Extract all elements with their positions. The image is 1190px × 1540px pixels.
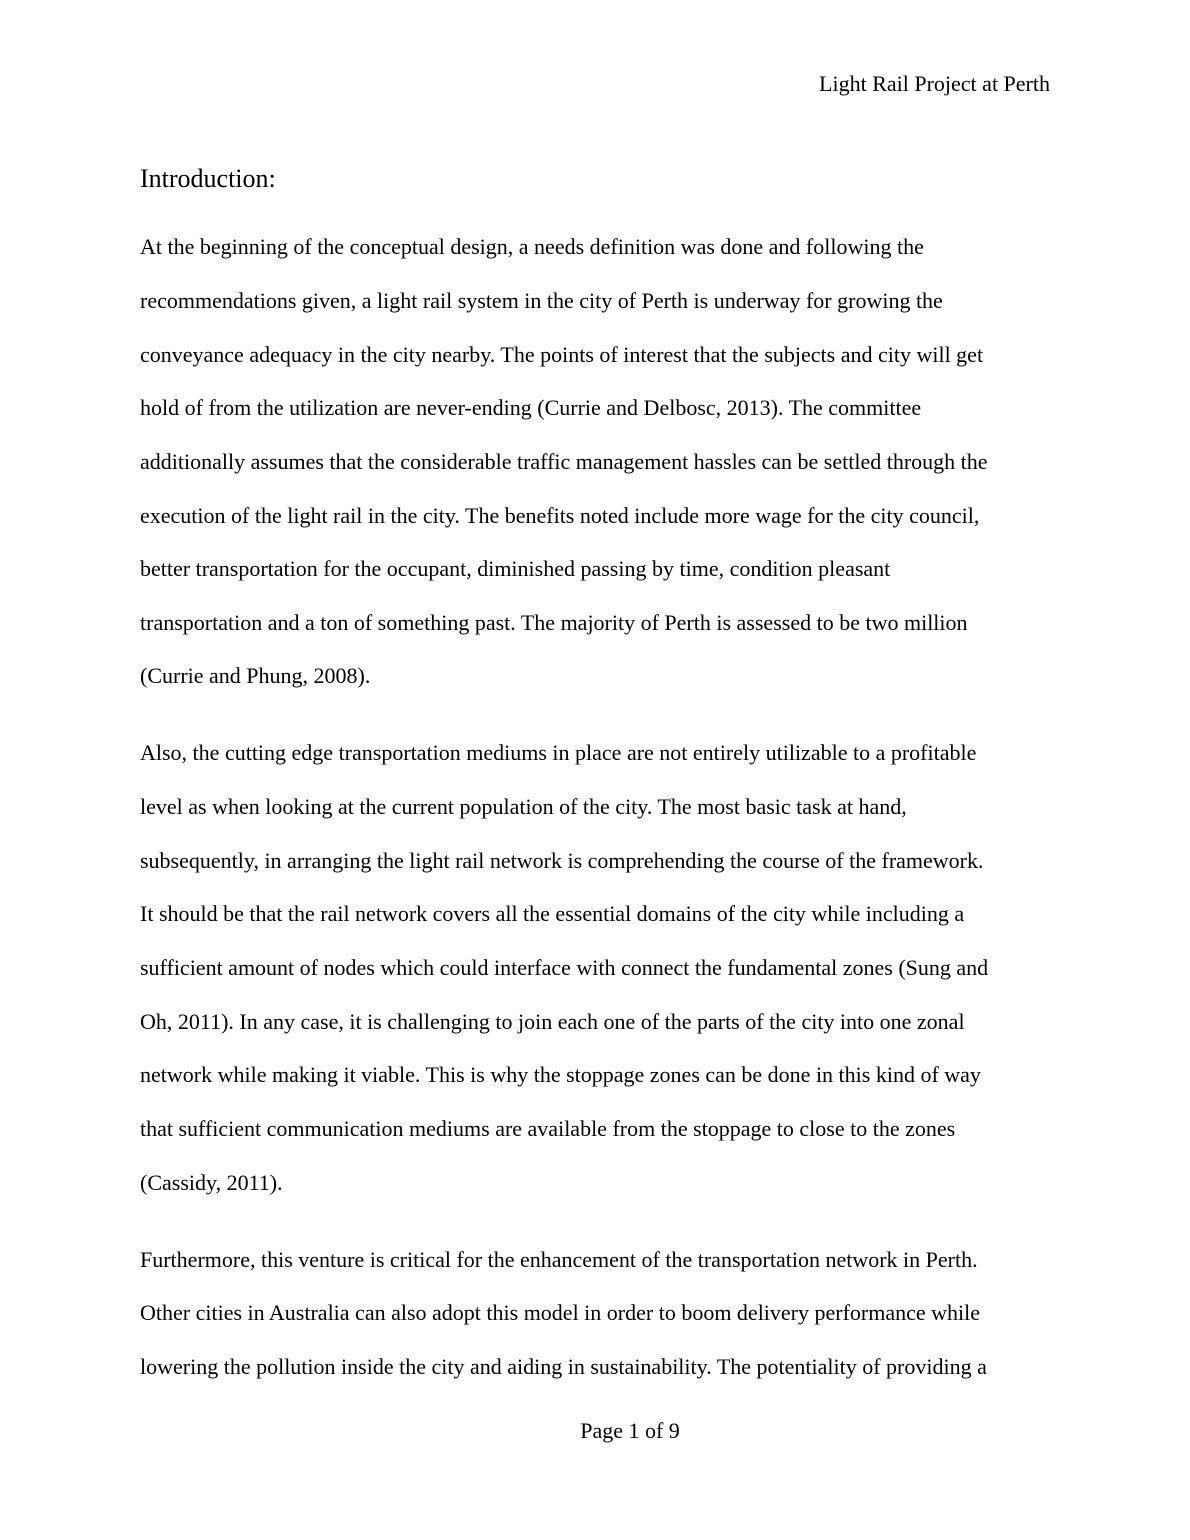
paragraph-line: sufficient amount of nodes which could interface with connect the fundamental zones (Sung and bbox=[140, 955, 989, 980]
paragraph-line: conveyance adequacy in the city nearby. The points of interest that the subjects and city will get bbox=[140, 342, 984, 367]
running-header: Light Rail Project at Perth bbox=[819, 71, 1050, 96]
paragraph-line: additionally assumes that the considerable traffic management hassles can be settled through the bbox=[140, 449, 988, 474]
paragraph-line: better transportation for the occupant, diminished passing by time, condition pleasant bbox=[140, 556, 891, 581]
paragraph-line: network while making it viable. This is why the stoppage zones can be done in this kind of way bbox=[140, 1062, 981, 1087]
paragraph-line: recommendations given, a light rail system in the city of Perth is underway for growing the bbox=[140, 288, 943, 313]
paragraph-line: Also, the cutting edge transportation mediums in place are not entirely utilizable to a profitable bbox=[140, 740, 977, 765]
page-footer bbox=[0, 1417, 1190, 1445]
paragraph-line: It should be that the rail network covers all the essential domains of the city while including a bbox=[140, 901, 965, 926]
paragraph-line: that sufficient communication mediums are available from the stoppage to close to the zones bbox=[140, 1116, 956, 1141]
paragraph-line: Other cities in Australia can also adopt this model in order to boom delivery performance while bbox=[140, 1300, 981, 1325]
paragraph-line: transportation and a ton of something past. The majority of Perth is assessed to be two million bbox=[140, 610, 968, 635]
paragraph-line: hold of from the utilization are never-ending (Currie and Delbosc, 2013). The committee bbox=[140, 395, 922, 420]
paragraph-line: At the beginning of the conceptual design, a needs definition was done and following the bbox=[140, 234, 924, 259]
paragraph-line: Oh, 2011). In any case, it is challenging to join each one of the parts of the city into one zonal bbox=[140, 1009, 965, 1034]
paragraph-line: lowering the pollution inside the city and aiding in sustainability. The potentiality of providing a bbox=[140, 1354, 987, 1379]
paragraph-line: execution of the light rail in the city. The benefits noted include more wage for the city council, bbox=[140, 503, 980, 528]
paragraph-line: (Cassidy, 2011). bbox=[140, 1170, 283, 1195]
paragraph-line: level as when looking at the current population of the city. The most basic task at hand, bbox=[140, 794, 907, 819]
paragraph-line: subsequently, in arranging the light rail network is comprehending the course of the framework. bbox=[140, 848, 984, 873]
paragraph-line: (Currie and Phung, 2008). bbox=[140, 663, 371, 688]
page-number: Page 1 of 9 bbox=[580, 1418, 680, 1443]
section-heading: Introduction: bbox=[140, 164, 276, 193]
paragraph-line: Furthermore, this venture is critical for the enhancement of the transportation network in Perth. bbox=[140, 1247, 978, 1272]
